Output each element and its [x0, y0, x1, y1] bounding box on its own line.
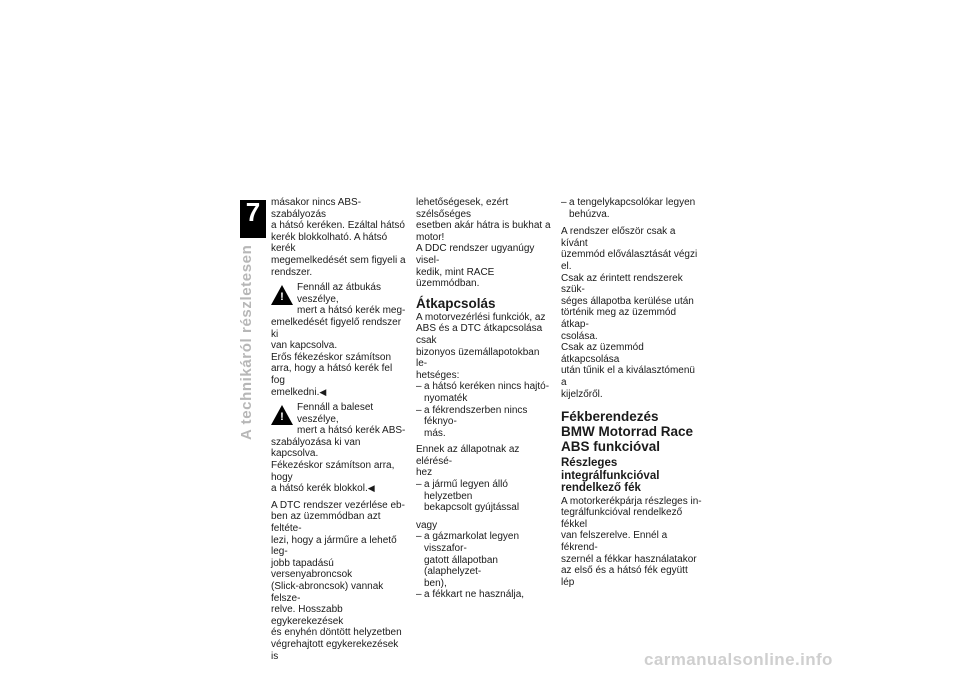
column-2 [416, 197, 552, 601]
preselection-paragraph: A rendszer először csak a kívánt üzemmód előválasztását végzi el. Csak az érintett rendszerek szük- séges állapotba kerülése után történik meg az üzemmód átkap- csolása. Csak az üzemmód átkapcsolása után tűnik el a kiválasztómenü a kijelzőről. [561, 226, 698, 400]
list-item: – a fékkart ne használja, [416, 589, 525, 601]
continuation-paragraph: lehetőségesek, ezért szélsőséges esetben akár hátra is bukhat a motor! A DDC rendszer ugyanúgy visel- kedik, mint RACE üzemmódban. [416, 197, 551, 290]
column-3 [561, 197, 703, 588]
subheading-partial-integral-brake: Részleges integrálfunkcióval rendelkező fék [561, 457, 660, 495]
warning-icon: ! [271, 285, 293, 305]
or-text: vagy [416, 519, 438, 531]
condition-paragraph: Ennek az állapotnak az elérésé- hez [416, 444, 520, 479]
switching-paragraph: A motorvezérlési funkciók, az ABS és a DTC átkapcsolása csak bizonyos üzemállapotokban le- hetséges: [416, 311, 546, 381]
brake-paragraph: A motorkerékpárja részleges in- tegrálfunkcióval rendelkező fékkel van felszerelve. Ennél a fékrend- szernél a fékkar használatakor az első és a hátsó fék együtt lép [561, 495, 702, 588]
list-item: – a fékrendszerben nincs féknyo- más. [416, 404, 528, 439]
section-heading-switching: Átkapcsolás [416, 295, 496, 311]
column-1 [271, 197, 408, 662]
side-chapter-title: A technikáról részletesen [238, 244, 255, 440]
end-marker-icon: ◀ [367, 483, 375, 494]
warning-icon: ! [271, 405, 293, 425]
chapter-number: 7 [245, 197, 261, 227]
list-item: – a jármű legyen álló helyzetben bekapcsolt gyújtással [416, 479, 520, 514]
end-marker-icon: ◀ [319, 386, 327, 397]
dtc-paragraph: A DTC rendszer vezérlése eb- ben az üzemmódban azt feltéte- lezi, hogy a járműre a lehető leg- jobb tapadású versenyabroncsok (Slick-abroncsok) vannak felsze- relve. Hosszabb egykerekezések és enyhén döntött helyzetben végrehajtott egykerekezések is [271, 499, 405, 662]
list-item: – a tengelykapcsolókar legyen behúzva. [561, 197, 696, 220]
warning-block-overturn: ! Fennáll az átbukás veszélye, mert a hátsó kerék meg- emelkedését figyelő rendszer ki van kapcsolva. Erős fékezéskor számítson arra, hogy a hátsó kerék fel fog emelkedni.◀ [271, 282, 406, 398]
warning-block-abs: ! Fennáll a baleset veszélye, mert a hátsó kerék ABS- szabályozása ki van kapcsolva. Fékezéskor számítson arra, hogy a hátsó kerék blokkol.◀ [271, 402, 406, 495]
watermark-text: carmanualsonline.info [644, 650, 833, 669]
section-heading-brake-system: Fékberendezés BMW Motorrad Race ABS funkcióval [561, 409, 694, 455]
page-number: 120 [243, 229, 263, 241]
list-item: – a hátsó keréken nincs hajtó- nyomaték [416, 381, 550, 404]
list-item: – a gázmarkolat legyen visszafor- gatott állapotban (alaphelyzet- ben), [416, 531, 520, 589]
intro-paragraph: másakor nincs ABS-szabályozás a hátsó keréken. Ezáltal hátsó kerék blokkolható. A hátsó kerék megemelkedését sem figyeli a rendszer. [271, 197, 406, 278]
